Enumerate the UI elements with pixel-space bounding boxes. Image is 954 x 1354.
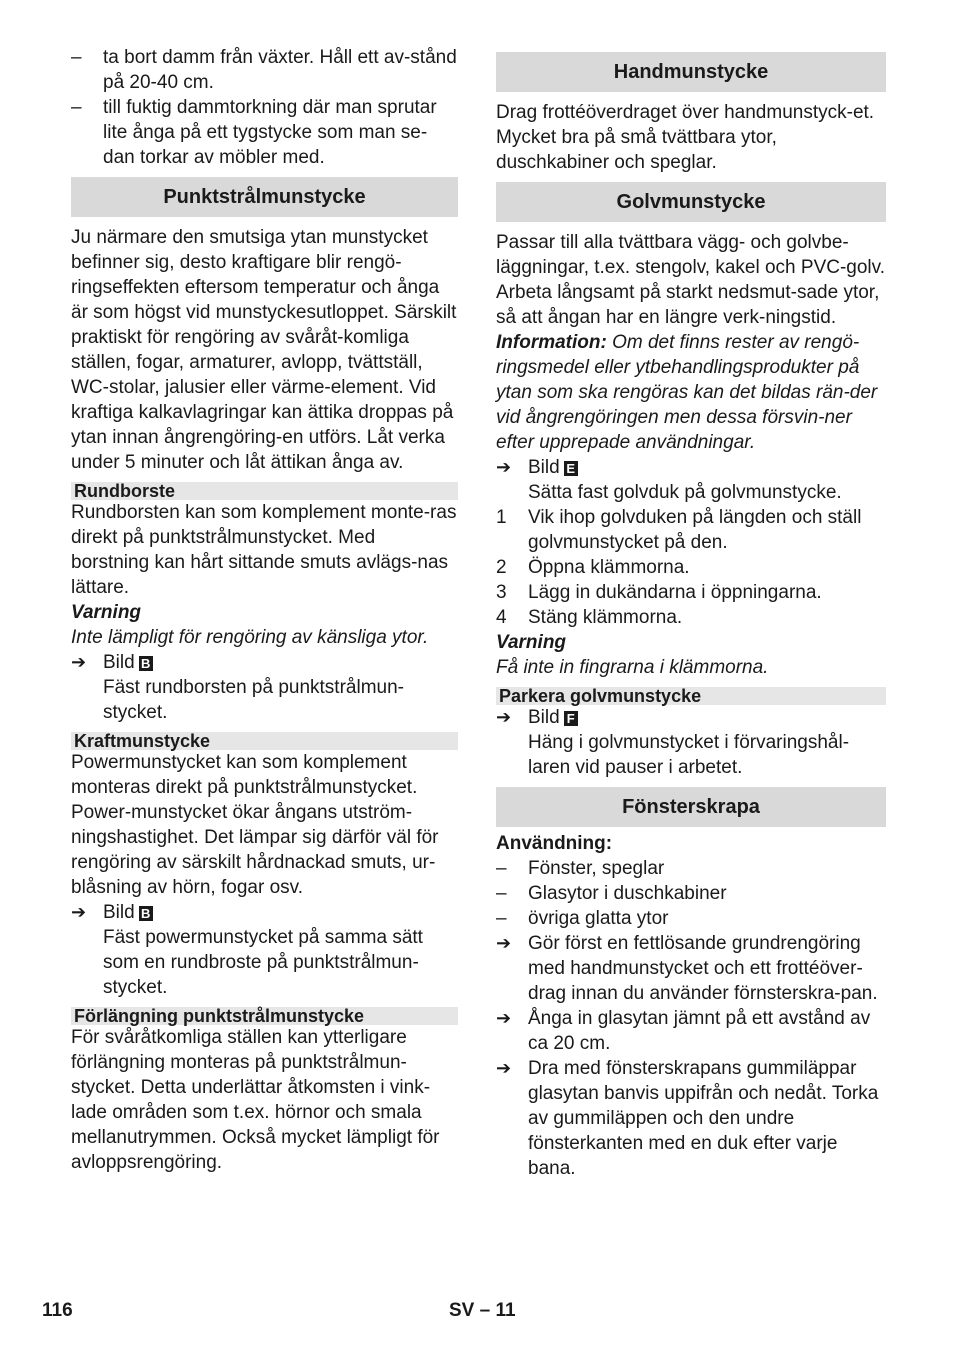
golv-body: Passar till alla tvättbara vägg- och golvbe-läggningar, t.ex. stengolv, kakel och PVC-golv. Arbeta långsamt på starkt nedsmut-sade ytor, så att ångan har en längre verk-ningstid. [496,232,886,328]
list-item-text: till fuktig dammtorkning där man sprutar lite ånga på ett tygstycke som man se-dan torkar av möbler med. [103,97,437,168]
right-column [496,45,886,1181]
instruction [71,925,458,1000]
arrow-right-icon: ➔ [496,457,512,477]
information-label: Information: [496,332,607,353]
numbered-step [496,555,886,580]
instruction [496,480,886,505]
step-number: 1 [496,507,507,528]
step-text: Lägg in dukändarna i öppningarna. [528,582,822,603]
arrow-right-icon: ➔ [496,1058,512,1078]
dash-marker: – [496,908,507,929]
step-text: Dra med fönsterskrapans gummiläppar glasytan banvis uppifrån och nedåt. Torka av gummiläppen och den undre fönsterkanten med en duk efter varje bana. [528,1058,879,1179]
arrow-right-icon: ➔ [496,707,512,727]
figure-letter-badge: B [139,906,153,921]
figure-reference [71,650,458,675]
forlangning-body: För svåråtkomliga ställen kan ytterligare förlängning monteras på punktstrålmun-stycket. Detta underlättar åtkomsten i vink-lade områden som t.ex. hörnor och smala mellanutrymmen. Också mycket lämpligt för avloppsrengöring. [71,1027,440,1173]
arrow-step [496,931,886,1006]
list-item-text: ta bort damm från växter. Håll ett av-stånd på 20-40 cm. [103,47,457,93]
instruction-text: Sätta fast golvduk på golvmunstycke. [528,482,842,503]
instruction-text: Häng i golvmunstycket i förvaringshål-laren vid pauser i arbetet. [528,732,850,778]
list-item-text: Fönster, speglar [528,858,665,879]
list-item [71,95,458,170]
list-item-text: övriga glatta ytor [528,908,669,929]
warning-title: Varning [71,602,142,623]
section-heading-golv: Golvmunstycke [496,182,886,222]
page-number: 116 [42,1300,73,1321]
bild-label: Bild [528,707,560,728]
figure-letter-badge: B [139,656,153,671]
figure-reference [496,705,886,730]
dash-marker: – [71,47,82,68]
instruction-text: Fäst powermunstycket på samma sätt som en rundbroste på punktstrålmun-stycket. [103,927,423,998]
section-heading-hand: Handmunstycke [496,52,886,92]
subheading-parkera: Parkera golvmunstycke [496,687,886,705]
step-text: Vik ihop golvduken på längden och ställ golvmunstycket på den. [528,507,862,553]
punkt-body: Ju närmare den smutsiga ytan munstycket befinner sig, desto kraftigare blir rengö-ringseffekten eftersom temperatur och ånga är som högst vid munstyckesutloppet. Särskilt praktiskt för rengöring av svåråt-komliga ställen, fogar, armaturer, avlopp, tvättställ, WC-stolar, jalusier eller värme-element. Vid kraftiga kalkavlagringar kan ättika droppas på ytan innan ångrengöring-en utförs. Låt verka under 5 minuter och låt ättikan ånga av. [71,227,457,473]
step-text: Stäng klämmorna. [528,607,683,628]
bild-label: Bild [103,902,135,923]
left-column [71,45,458,1175]
hand-body: Drag frottéöverdraget över handmunstyck-et. Mycket bra på små tvättbara ytor, duschkabiner och speglar. [496,102,875,173]
section-page-label: SV – 11 [449,1300,516,1321]
kraft-body: Powermunstycket kan som komplement monteras direkt på punktstrålmunstycket. Power-munstycket ökar ångans utström-ningshastighet. Det lämpar sig därför väl för rengöring av särskilt hårdnackad smuts, ur-blåsning av hörn, fogar osv. [71,752,439,898]
step-text: Gör först en fettlösande grundrengöring med handmunstycket och ett frottéöver-drag innan du använder förnsterskra-pan. [528,933,878,1004]
numbered-step [496,605,886,630]
list-item [496,881,886,906]
dash-marker: – [496,883,507,904]
step-number: 4 [496,607,507,628]
list-item-text: Glasytor i duschkabiner [528,883,727,904]
numbered-step [496,505,886,555]
subheading-kraftmunstycke: Kraftmunstycke [71,732,458,750]
arrow-step [496,1006,886,1056]
arrow-right-icon: ➔ [71,652,87,672]
bild-label: Bild [103,652,135,673]
list-item [71,45,458,95]
list-item [496,906,886,931]
dash-marker: – [496,858,507,879]
rundborste-body: Rundborsten kan som komplement monte-ras direkt på punktstrålmunstycket. Med borstning kan hårt sittande smuts avlägs-nas lättare. [71,502,457,598]
bild-label: Bild [528,457,560,478]
figure-reference [71,900,458,925]
information-note [496,330,886,455]
arrow-right-icon: ➔ [496,933,512,953]
list-item [496,856,886,881]
arrow-step [496,1056,886,1181]
instruction [71,675,458,725]
figure-reference [496,455,886,480]
figure-letter-badge: E [564,461,578,476]
warning-title: Varning [496,632,567,653]
section-heading-punkt: Punktstrålmunstycke [71,177,458,217]
dash-marker: – [71,97,82,118]
numbered-step [496,580,886,605]
step-text: Öppna klämmorna. [528,557,690,578]
subheading-rundborste: Rundborste [71,482,458,500]
step-number: 3 [496,582,507,603]
figure-letter-badge: F [564,711,578,726]
warning-text: Inte lämpligt för rengöring av känsliga ytor. [71,627,429,648]
information-text: Om det finns rester av rengö-ringsmedel eller ytbehandlingsprodukter på ytan som ska rengöras kan det bildas rän-der vid ångrengöringen men dessa försvin-ner efter upprepade användningar. [496,332,878,453]
arrow-right-icon: ➔ [71,902,87,922]
usage-label: Användning: [496,833,613,854]
step-number: 2 [496,557,507,578]
instruction-text: Fäst rundborsten på punktstrålmun-stycket. [103,677,404,723]
instruction [496,730,886,780]
subheading-forlangning: Förlängning punktstrålmunstycke [71,1007,458,1025]
warning-text: Få inte in fingrarna i klämmorna. [496,657,769,678]
arrow-right-icon: ➔ [496,1008,512,1028]
section-heading-fonsterskrapa: Fönsterskrapa [496,787,886,827]
step-text: Ånga in glasytan jämnt på ett avstånd av ca 20 cm. [528,1008,871,1054]
